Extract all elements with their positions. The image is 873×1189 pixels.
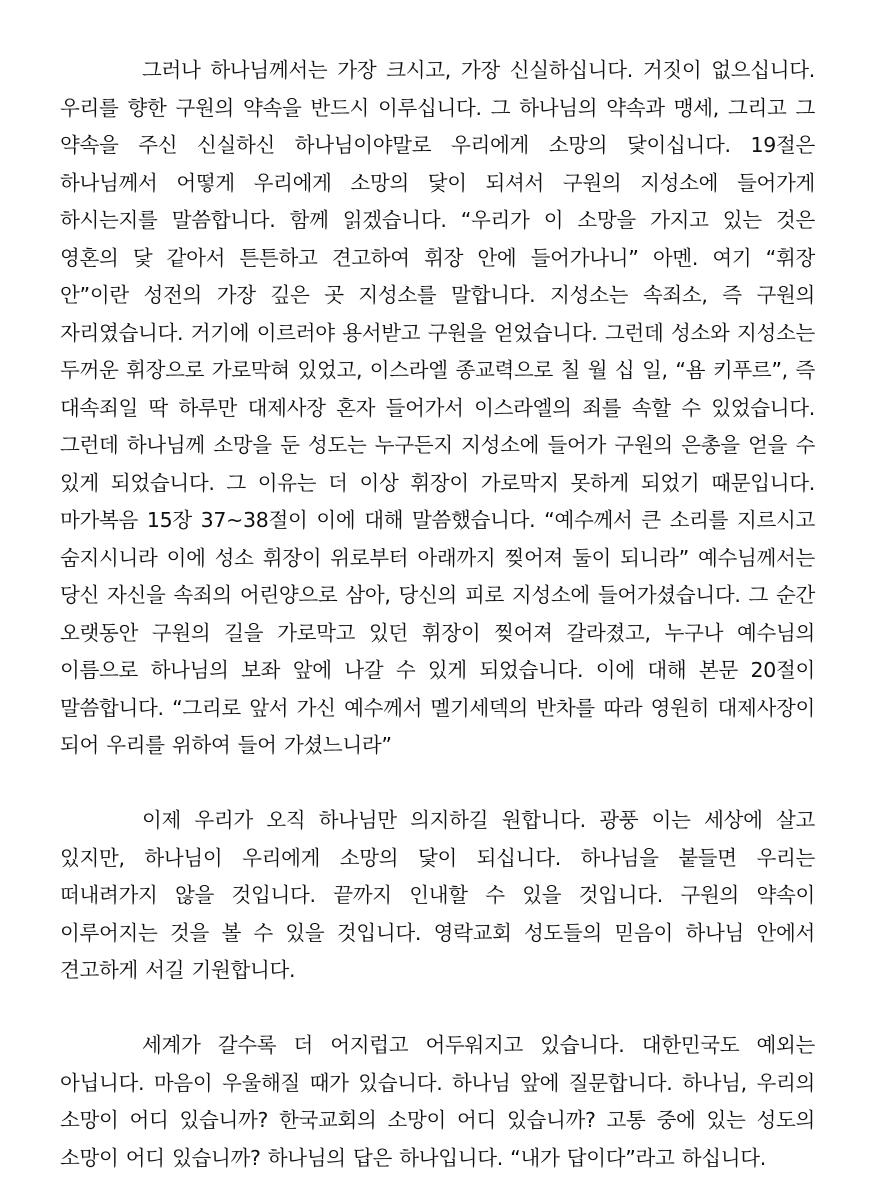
paragraph-1: 그러나 하나님께서는 가장 크시고, 가장 신실하십니다. 거짓이 없으십니다. 우리를 향한 구원의 약속을 반드시 이루십니다. 그 하나님의 약속과 맹세, 그리고 그 약속을 주신 신실하신 하나님이야말로 우리에게 소망의 닻이십니다. 19절은 하나님께서 어떻게 우리에게 소망의 닻이 되셔서 구원의 지성소에 들어가게 하시는지를 말씀합니다. 함께 읽겠습니다. “우리가 이 소망을 가지고 있는 것은 영혼의 닻 같아서 튼튼하고 견고하여 휘장 안에 들어가나니” 아멘. 여기 “휘장 안”이란 성전의 가장 깊은 곳 지성소를 말합니다. 지성소는 속죄소, 즉 구원의 자리였습니다. 거기에 이르러야 용서받고 구원을 얻었습니다. 그런데 성소와 지성소는 두꺼운 휘장으로 가로막혀 있었고, 이스라엘 종교력으로 칠 월 십 일, “욤 키푸르”, 즉 대속죄일 딱 하루만 대제사장 혼자 들어가서 이스라엘의 죄를 속할 수 있었습니다. 그런데 하나님께 소망을 둔 성도는 누구든지 지성소에 들어가 구원의 은총을 얻을 수 있게 되었습니다. 그 이유는 더 이상 휘장이 가로막지 못하게 되었기 때문입니다. 마가복음 15장 37~38절이 이에 대해 말씀했습니다. “예수께서 큰 소리를 지르시고 숨지시니라 이에 성소 휘장이 위로부터 아래까지 찢어져 둘이 되니라” 예수님께서는 당신 자신을 속죄의 어린양으로 삼아, 당신의 피로 지성소에 들어가셨습니다. 그 순간 오랫동안 구원의 길을 가로막고 있던 휘장이 찢어져 갈라졌고, 누구나 예수님의 이름으로 하나님의 보좌 앞에 나갈 수 있게 되었습니다. 이에 대해 본문 20절이 말씀합니다. “그리로 앞서 가신 예수께서 멜기세덱의 반차를 따라 영원히 대제사장이 되어 우리를 위하여 들어 가셨느니라” bbox=[60, 58, 815, 757]
document-page bbox=[60, 52, 815, 1177]
paragraph-2: 이제 우리가 오직 하나님만 의지하길 원합니다. 광풍 이는 세상에 살고 있지만, 하나님이 우리에게 소망의 닻이 되십니다. 하나님을 붙들면 우리는 떠내려가지 않을 것입니다. 끝까지 인내할 수 있을 것입니다. 구원의 약속이 이루어지는 것을 볼 수 있을 것입니다. 영락교회 성도들의 믿음이 하나님 안에서 견고하게 서길 기원합니다. bbox=[60, 808, 815, 982]
paragraph-3: 세계가 갈수록 더 어지럽고 어두워지고 있습니다. 대한민국도 예외는 아닙니다. 마음이 우울해질 때가 있습니다. 하나님 앞에 질문합니다. 하나님, 우리의 소망이 어디 있습니까? 한국교회의 소망이 어디 있습니까? 고통 중에 있는 성도의 소망이 어디 있습니까? 하나님의 답은 하나입니다. “내가 답이다”라고 하십니다. bbox=[60, 1033, 815, 1170]
